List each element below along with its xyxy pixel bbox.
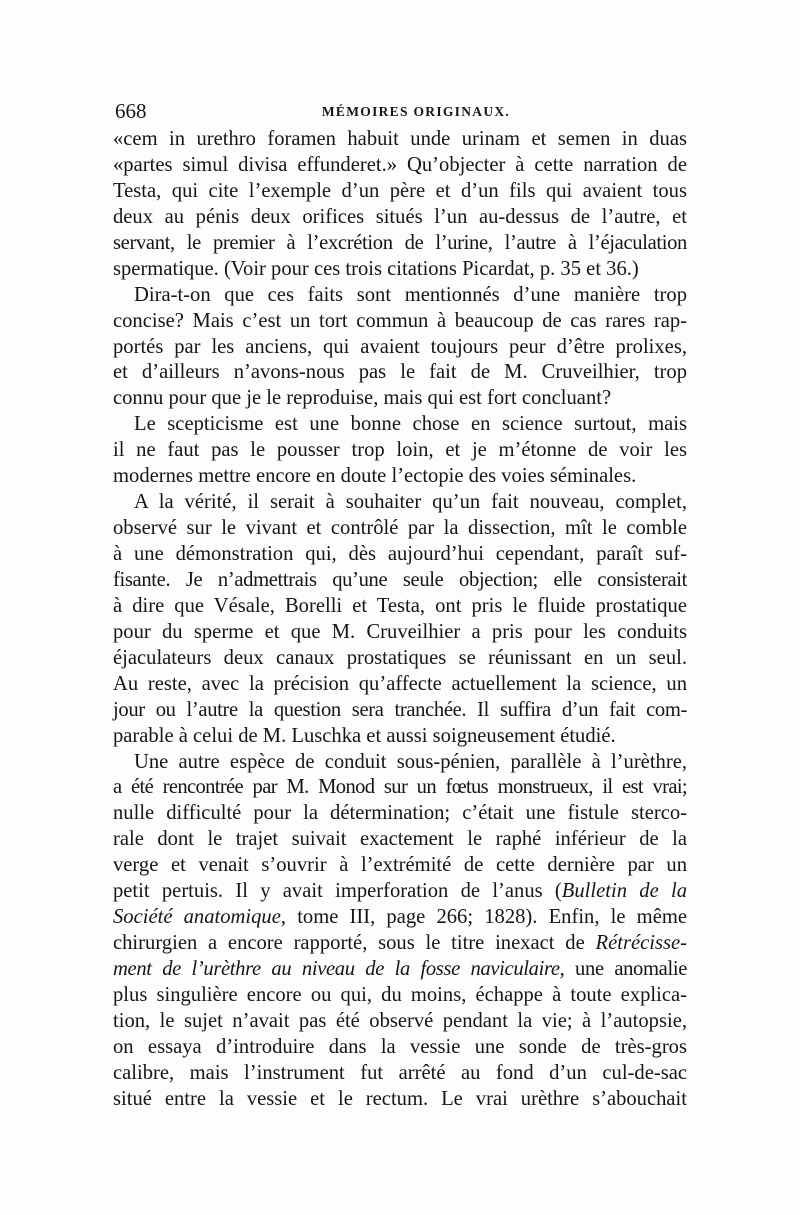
text-segment: calibre, mais l’instrument fut arrêté au fond d’un cul-de-sac: [113, 1061, 687, 1084]
text-line: [113, 724, 687, 750]
text-segment: verge et venait s’ouvrir à l’extrémité de cette dernière par un: [113, 854, 687, 877]
text-line: [113, 231, 687, 257]
text-segment: il ne faut pas le pousser trop loin, et je m’étonne de voir les: [113, 439, 687, 462]
text-segment: chirurgien a encore rapporté, sous le titre inexact de: [113, 932, 596, 955]
text-segment: modernes mettre encore en doute l’ectopie des voies séminales.: [113, 465, 637, 488]
text-segment: servant, le premier à l’excrétion de l’urine, l’autre à l’éjaculation: [113, 231, 687, 254]
text-segment: observé sur le vivant et contrôlé par la dissection, mît le comble: [113, 517, 687, 540]
running-title: MÉMOIRES ORIGINAUX.: [321, 104, 511, 119]
text-line: [113, 1087, 687, 1113]
text-line: [113, 335, 687, 361]
text-segment: «cem in urethro foramen habuit unde urinam et semen in duas: [113, 128, 687, 150]
citation-italic: Bulletin de la: [561, 880, 688, 903]
text-segment: à une démonstration qui, dès aujourd’hui cependant, paraît suf-: [113, 543, 687, 565]
text-line: [113, 620, 687, 646]
text-segment: parable à celui de M. Luschka et aussi soigneusement étudié.: [113, 724, 616, 747]
text-segment: jour ou l’autre la question sera tranchée. Il suffira d’un fait com-: [113, 698, 687, 721]
text-segment: concise? Mais c’est un tort commun à beaucoup de cas rares rap-: [113, 309, 687, 332]
text-segment: situé entre la vessie et le rectum. Le vrai urèthre s’abouchait: [113, 1087, 687, 1110]
text-line: [113, 905, 687, 931]
text-line: [113, 1009, 687, 1035]
text-segment: , tome III, page 266; 1828). Enfin, le même: [280, 906, 687, 929]
text-line: [113, 594, 687, 620]
text-segment: A la vérité, il serait à souhaiter qu’un fait nouveau, complet,: [134, 491, 687, 514]
text-segment: , une anomalie: [559, 958, 687, 980]
text-segment: connu pour que je le reproduise, mais qui est fort concluant?: [113, 387, 612, 410]
text-line: [113, 983, 687, 1009]
page-number: 668: [115, 99, 147, 123]
text-line: [113, 257, 687, 283]
citation-italic: Société anatomique: [113, 906, 281, 929]
text-line: [113, 309, 687, 335]
text-line: [113, 542, 687, 568]
text-line: [113, 516, 687, 542]
text-line: [113, 127, 687, 153]
text-segment: «partes simul divisa effunderet.» Qu’objecter à cette narration de: [113, 153, 687, 176]
text-line: [113, 957, 687, 983]
text-line: [113, 646, 687, 672]
text-line: [113, 438, 687, 464]
text-line: [113, 931, 687, 957]
text-line: [113, 827, 687, 853]
text-segment: deux au pénis deux orifices situés l’un au-dessus de l’autre, et: [113, 205, 687, 228]
text-segment: plus singulière encore ou qui, du moins, échappe à toute explica-: [113, 983, 687, 1006]
text-line: [113, 412, 687, 438]
text-segment: tion, le sujet n’avait pas été observé pendant la vie; à l’autopsie,: [113, 1009, 687, 1032]
running-head: [115, 98, 687, 124]
text-line: [113, 568, 687, 594]
text-line: [113, 386, 687, 412]
text-line: [113, 775, 687, 801]
text-segment: éjaculateurs deux canaux prostatiques se réunissant en un seul.: [113, 646, 687, 669]
text-line: [113, 698, 687, 724]
text-line: [113, 283, 687, 309]
text-segment: Au reste, avec la précision qu’affecte actuellement la science, un: [113, 672, 687, 695]
text-segment: à dire que Vésale, Borelli et Testa, ont pris le fluide prostatique: [113, 594, 687, 617]
text-segment: spermatique. (Voir pour ces trois citations Picardat, p. 35 et 36.): [113, 257, 639, 280]
text-line: [113, 360, 687, 386]
text-segment: a été rencontrée par M. Monod sur un fœtus monstrueux, il est vrai;: [113, 776, 687, 799]
text-segment: Dira-t-on que ces faits sont mentionnés d’une manière trop: [134, 283, 687, 306]
text-segment: Testa, qui cite l’exemple d’un père et d’un fils qui avaient tous: [113, 179, 687, 202]
text-segment: nulle difficulté pour la détermination; c’était une fistule sterco-: [113, 802, 687, 825]
body-text: [113, 127, 687, 1113]
text-line: [113, 801, 687, 827]
text-segment: Une autre espèce de conduit sous-pénien, parallèle à l’urèthre,: [134, 750, 687, 773]
text-line: [113, 464, 687, 490]
text-segment: fisante. Je n’admettrais qu’une seule objection; elle consisterait: [113, 568, 687, 591]
text-segment: et d’ailleurs n’avons-nous pas le fait de M. Cruveilhier, trop: [113, 361, 687, 384]
text-line: [113, 179, 687, 205]
text-line: [113, 153, 687, 179]
text-line: [113, 879, 687, 905]
text-line: [113, 1035, 687, 1061]
text-line: [113, 1061, 687, 1087]
text-segment: portés par les anciens, qui avaient toujours peur d’être prolixes,: [113, 335, 687, 358]
text-segment: pour du sperme et que M. Cruveilhier a pris pour les conduits: [113, 620, 687, 643]
text-line: [113, 205, 687, 231]
text-line: [113, 490, 687, 516]
text-segment: petit pertuis. Il y avait imperforation de l’anus (: [113, 880, 562, 903]
text-line: [113, 672, 687, 698]
title-italic: ment de l’urèthre au niveau de la fosse naviculaire: [113, 958, 560, 980]
text-segment: Le scepticisme est une bonne chose en science surtout, mais: [134, 413, 687, 436]
text-line: [113, 853, 687, 879]
text-line: [113, 750, 687, 776]
title-italic: Rétrécisse-: [595, 932, 687, 955]
text-segment: rale dont le trajet suivait exactement le raphé inférieur de la: [113, 828, 687, 851]
text-segment: on essaya d’introduire dans la vessie une sonde de très-gros: [113, 1035, 687, 1058]
